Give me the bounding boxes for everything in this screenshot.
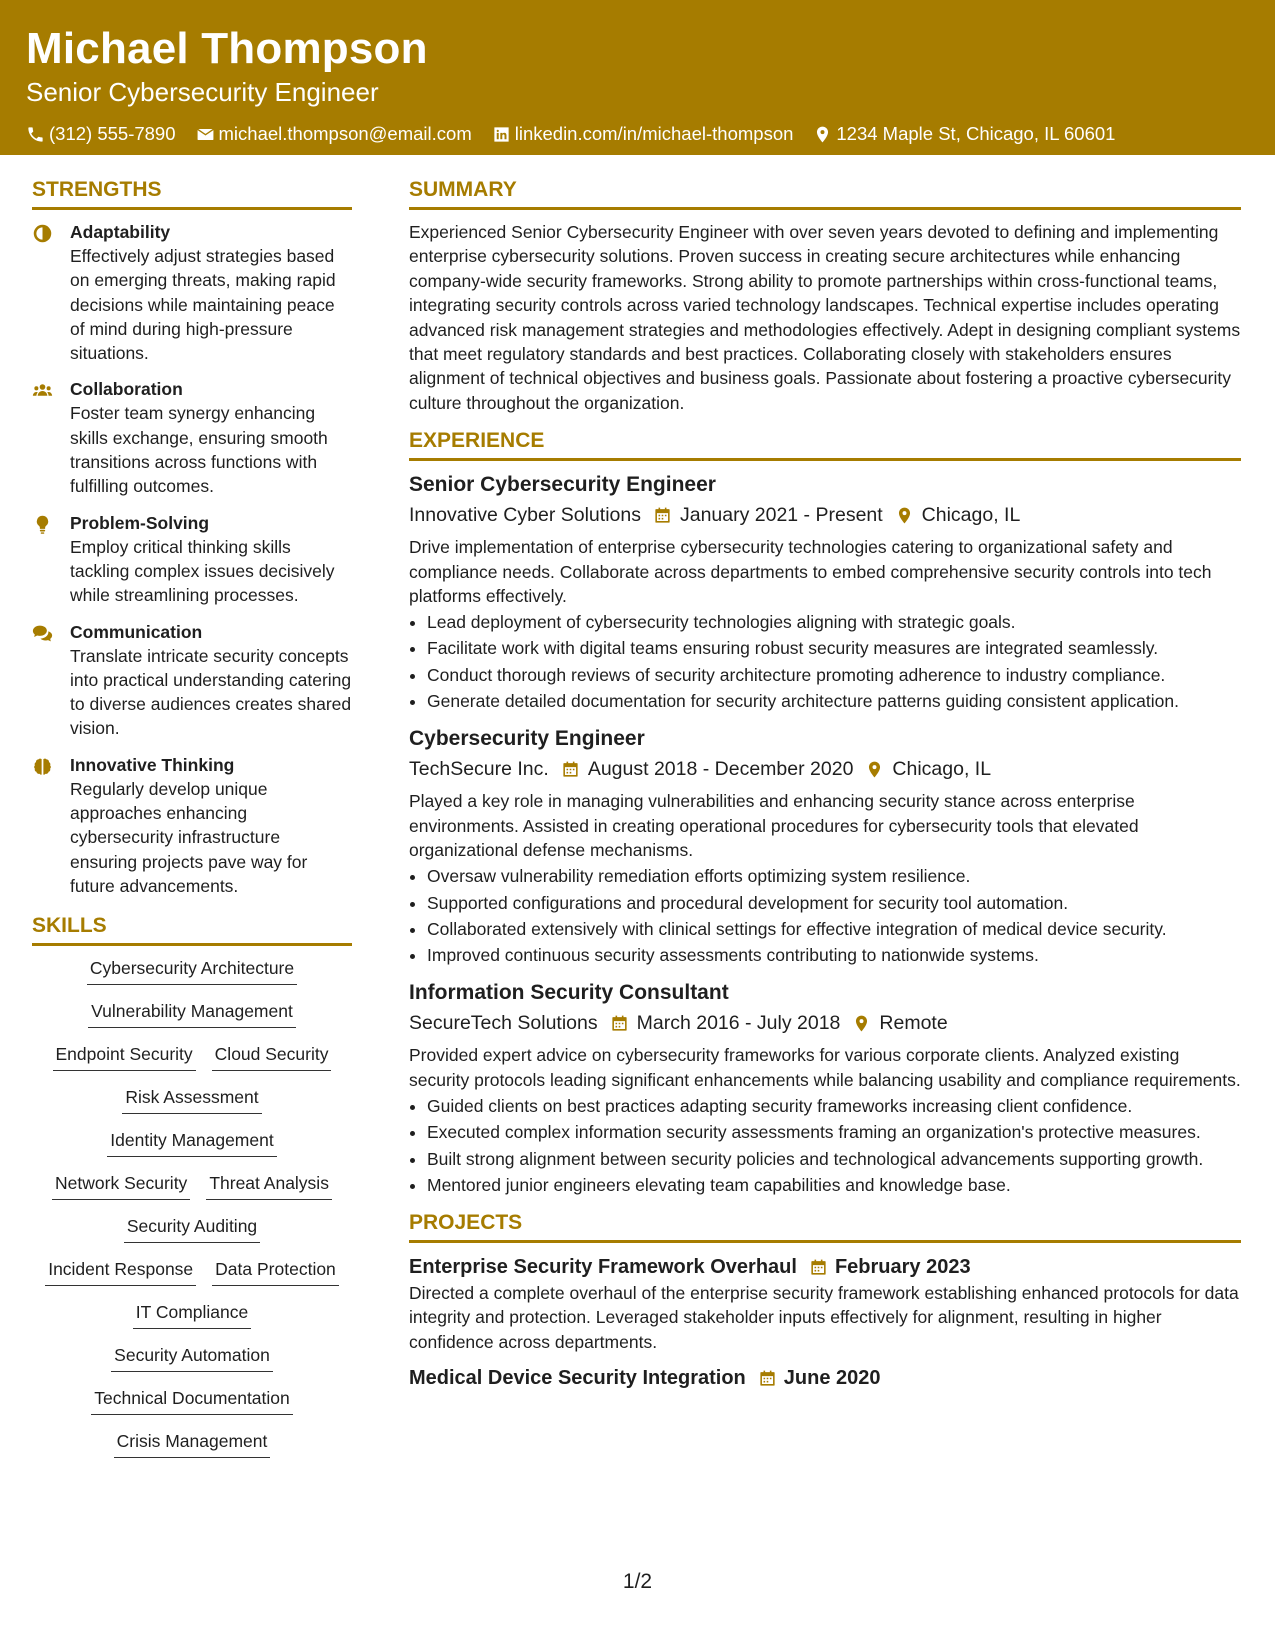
job-bullet: • Mentored junior engineers elevating team capabilities and knowledge base.	[427, 1173, 1241, 1197]
job-description: Played a key role in managing vulnerabilities and enhancing security stance across enterprise environments. Assisted in creating operational procedures for cybersecurity tools that elevated organizational defense mechanisms.	[409, 791, 1139, 860]
contact-email-text: michael.thompson@email.com	[218, 123, 472, 144]
skill-tag: IT Compliance	[133, 1300, 252, 1329]
resume-header	[0, 0, 1275, 155]
users-icon	[32, 380, 53, 401]
job-location: Remote	[879, 1012, 948, 1035]
job-bullets	[409, 864, 1241, 967]
contact-linkedin[interactable]	[492, 122, 794, 146]
strength-desc: Effectively adjust strategies based on emerging threats, making rapid decisions while maintaining peace of mind during high-pressure situations.	[70, 246, 336, 364]
project-title: Medical Device Security Integration	[409, 1367, 746, 1390]
skill-tag: Incident Response	[45, 1257, 196, 1286]
job-company: SecureTech Solutions	[409, 1012, 598, 1035]
strength-item	[32, 620, 352, 741]
calendar-icon	[809, 1258, 828, 1277]
envelope-icon	[196, 125, 215, 144]
map-pin-icon	[852, 1014, 871, 1033]
project-entry	[409, 1253, 1241, 1354]
job-bullets	[409, 610, 1241, 713]
lightbulb-icon	[32, 514, 53, 535]
job-location: Chicago, IL	[892, 758, 992, 781]
project-title: Enterprise Security Framework Overhaul	[409, 1256, 797, 1279]
strength-desc: Regularly develop unique approaches enhancing cybersecurity infrastructure ensuring projects pave way for future advancements.	[70, 778, 308, 896]
calendar-icon	[758, 1369, 777, 1388]
skill-tag: Identity Management	[107, 1128, 276, 1157]
job-bullet: • Facilitate work with digital teams ensuring robust security measures are integrated seamlessly.	[427, 636, 1241, 660]
strength-item	[32, 511, 352, 608]
summary-text: Experienced Senior Cybersecurity Engineer with over seven years devoted to defining and implementing enterprise cybersecurity solutions. Proven success in creating secure architectures while enhancing company-wide security frameworks. Strong ability to promote partnerships within cross-functional teams, integrating security controls across varied technology landscapes. Technical expertise includes operating advanced risk management strategies and methodologies effectively. Adept in designing compliant systems that meet regulatory standards and best practices. Collaborating closely with stakeholders ensures alignment of technical objectives and business goals. Passionate about fostering a proactive cybersecurity culture throughout the organization.	[409, 222, 1241, 413]
contact-address	[813, 122, 1115, 146]
contact-phone-text: (312) 555-7890	[49, 123, 176, 144]
project-date: June 2020	[783, 1367, 881, 1390]
contact-linkedin-text: linkedin.com/in/michael-thompson	[514, 123, 794, 144]
skill-tag: Cybersecurity Architecture	[87, 956, 297, 985]
skills-list	[32, 956, 352, 1458]
calendar-icon	[610, 1014, 629, 1033]
strength-title: Collaboration	[70, 379, 183, 400]
job-bullet: • Oversaw vulnerability remediation efforts optimizing system resilience.	[427, 864, 1241, 888]
contact-phone[interactable]	[26, 122, 176, 146]
skill-tag: Data Protection	[212, 1257, 339, 1286]
page-indicator: 1/2	[622, 1570, 653, 1593]
job-entry	[409, 979, 1241, 1197]
project-description: Directed a complete overhaul of the enterprise security framework establishing enhanced protocols for data integrity and protection. Leveraged stakeholder inputs effectively for alignment, resulting in higher confidence across departments.	[409, 1283, 1239, 1352]
job-bullet: • Lead deployment of cybersecurity technologies aligning with strategic goals.	[427, 610, 1241, 634]
candidate-name: Michael Thompson	[26, 24, 428, 73]
job-title: Cybersecurity Engineer	[409, 727, 645, 751]
job-entry	[409, 725, 1241, 967]
job-bullet: • Supported configurations and procedural development for security tool automation.	[427, 891, 1241, 915]
strength-item	[32, 377, 352, 498]
job-bullets	[409, 1094, 1241, 1197]
brain-icon	[32, 756, 53, 777]
contact-bar	[26, 122, 1249, 146]
contact-address-text: 1234 Maple St, Chicago, IL 60601	[836, 123, 1116, 144]
skill-tag: Security Automation	[111, 1343, 273, 1372]
job-dates: August 2018 - December 2020	[587, 758, 854, 781]
job-company: TechSecure Inc.	[409, 758, 549, 781]
candidate-title: Senior Cybersecurity Engineer	[26, 77, 379, 107]
skill-tag: Crisis Management	[114, 1429, 271, 1458]
job-bullet: • Improved continuous security assessments contributing to nationwide systems.	[427, 943, 1241, 967]
job-company: Innovative Cyber Solutions	[409, 504, 641, 527]
skill-tag: Cloud Security	[212, 1042, 332, 1071]
map-pin-icon	[865, 760, 884, 779]
skill-tag: Threat Analysis	[206, 1171, 332, 1200]
map-pin-icon	[813, 125, 832, 144]
job-description: Provided expert advice on cybersecurity frameworks for various corporate clients. Analyzed existing security protocols leading significant enhancements while balancing usability and compliance requirements.	[409, 1045, 1241, 1090]
job-bullet: • Collaborated extensively with clinical settings for effective integration of medical device security.	[427, 917, 1241, 941]
job-bullet: • Conduct thorough reviews of security architecture promoting adherence to industry compliance.	[427, 663, 1241, 687]
job-entry	[409, 471, 1241, 713]
map-pin-icon	[895, 506, 914, 525]
comments-icon	[32, 623, 53, 644]
calendar-icon	[561, 760, 580, 779]
job-description: Drive implementation of enterprise cybersecurity technologies catering to organizational safety and compliance needs. Collaborate across departments to embed comprehensive security controls into tech platforms effectively.	[409, 537, 1212, 606]
job-bullet: • Generate detailed documentation for security architecture patterns guiding consistent application.	[427, 689, 1241, 713]
phone-icon	[26, 125, 45, 144]
strength-title: Adaptability	[70, 222, 171, 242]
skill-tag: Technical Documentation	[91, 1386, 293, 1415]
job-bullet: • Executed complex information security assessments framing an organization's protective measures.	[427, 1120, 1241, 1144]
left-column	[32, 176, 352, 1472]
strength-title: Innovative Thinking	[70, 754, 235, 775]
projects-heading: PROJECTS	[409, 1209, 1241, 1243]
job-dates: March 2016 - July 2018	[636, 1012, 841, 1035]
job-title: Information Security Consultant	[409, 981, 729, 1005]
strength-desc: Translate intricate security concepts into practical understanding catering to diverse audiences creates shared vision.	[70, 645, 352, 739]
strengths-heading: STRENGTHS	[32, 176, 352, 210]
strength-item	[32, 220, 352, 365]
strength-title: Communication	[70, 621, 203, 642]
strength-desc: Employ critical thinking skills tackling complex issues decisively while streamlining processes.	[70, 536, 335, 606]
job-dates: January 2021 - Present	[679, 504, 883, 527]
strength-desc: Foster team synergy enhancing skills exchange, ensuring smooth transitions across functions with fulfilling outcomes.	[70, 403, 328, 497]
project-entry	[409, 1364, 1241, 1392]
contact-email[interactable]	[196, 122, 472, 146]
skill-tag: Network Security	[52, 1171, 190, 1200]
strength-title: Problem-Solving	[70, 512, 210, 533]
linkedin-icon	[492, 125, 511, 144]
job-location: Chicago, IL	[921, 504, 1021, 527]
skill-tag: Security Auditing	[124, 1214, 260, 1243]
job-title: Senior Cybersecurity Engineer	[409, 473, 716, 497]
job-bullet: • Built strong alignment between security policies and technological advancements supporting growth.	[427, 1147, 1241, 1171]
right-column	[409, 176, 1241, 1392]
strength-item	[32, 753, 352, 898]
skill-tag: Risk Assessment	[122, 1085, 261, 1114]
half-circle-icon	[32, 223, 53, 244]
experience-heading: EXPERIENCE	[409, 427, 1241, 461]
summary-heading: SUMMARY	[409, 176, 1241, 210]
project-date: February 2023	[834, 1256, 971, 1279]
calendar-icon	[653, 506, 672, 525]
skill-tag: Vulnerability Management	[88, 999, 296, 1028]
skill-tag: Endpoint Security	[53, 1042, 196, 1071]
skills-heading: SKILLS	[32, 912, 352, 946]
job-bullet: • Guided clients on best practices adapting security frameworks increasing client confidence.	[427, 1094, 1241, 1118]
